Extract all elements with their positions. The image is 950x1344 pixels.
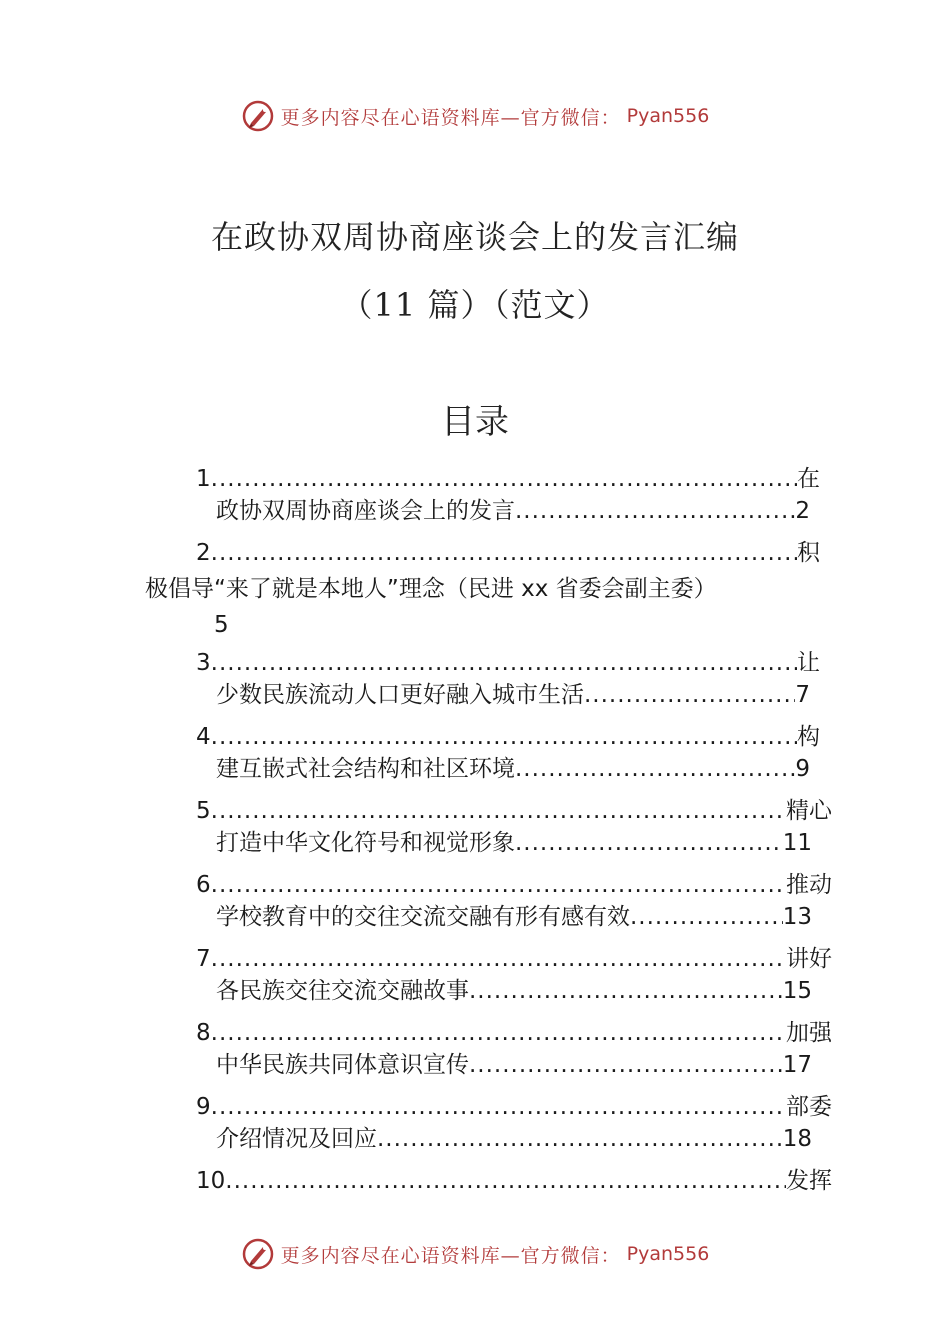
watermark-handle: Pyan556 bbox=[626, 105, 710, 127]
toc-entry-8-line2[interactable] bbox=[216, 1048, 812, 1082]
toc-entry-title: 中华民族共同体意识宣传 bbox=[216, 1052, 469, 1078]
document-title-line1: 在政协双周协商座谈会上的发言汇编 bbox=[210, 218, 739, 256]
toc-heading: 目录 bbox=[441, 402, 509, 442]
toc-leader-dots bbox=[211, 646, 797, 680]
toc-entry-number: 3 bbox=[196, 650, 211, 676]
toc-leader-dots bbox=[469, 974, 783, 1008]
toc-entry-4-line1[interactable] bbox=[196, 720, 820, 754]
toc-entry-number: 10 bbox=[196, 1168, 226, 1194]
toc-entry-head: 推动 bbox=[786, 872, 832, 898]
toc-entry-3-line2[interactable] bbox=[216, 678, 810, 712]
toc-leader-dots bbox=[211, 462, 797, 496]
toc-leader-dots bbox=[211, 536, 797, 570]
toc-entry-head: 部委 bbox=[786, 1094, 832, 1120]
document-title-line2: （11 篇）（范文） bbox=[340, 286, 610, 324]
toc-entry-number: 7 bbox=[196, 946, 211, 972]
toc-entry-9-line1[interactable] bbox=[196, 1090, 832, 1124]
toc-entry-title: 学校教育中的交往交流交融有形有感有效 bbox=[216, 904, 630, 930]
toc-leader-dots bbox=[469, 1048, 783, 1082]
toc-entry-page: 11 bbox=[782, 830, 812, 856]
toc-entry-number: 9 bbox=[196, 1094, 211, 1120]
toc-entry-1-line2[interactable] bbox=[216, 494, 810, 528]
toc-entry-7-line2[interactable] bbox=[216, 974, 812, 1008]
toc-entry-4-line2[interactable] bbox=[216, 752, 810, 786]
toc-entry-9-line2[interactable] bbox=[216, 1122, 812, 1156]
toc-entry-page: 2 bbox=[795, 498, 810, 524]
watermark-text: 更多内容尽在心语资料库—官方微信： bbox=[280, 106, 621, 129]
toc-leader-dots bbox=[211, 942, 786, 976]
toc-leader-dots bbox=[584, 678, 795, 712]
watermark-banner-top bbox=[0, 96, 950, 136]
toc-entry-page: 17 bbox=[782, 1052, 812, 1078]
toc-entry-head: 在 bbox=[797, 466, 820, 492]
toc-entry-2-line3[interactable] bbox=[214, 608, 274, 642]
toc-entry-number: 6 bbox=[196, 872, 211, 898]
toc-entry-number: 8 bbox=[196, 1020, 211, 1046]
toc-entry-head: 构 bbox=[797, 724, 820, 750]
toc-entry-number: 2 bbox=[196, 540, 211, 566]
toc-entry-2-line2[interactable] bbox=[145, 572, 825, 606]
toc-leader-dots bbox=[211, 794, 786, 828]
toc-entry-head: 讲好 bbox=[786, 946, 832, 972]
toc-entry-page: 5 bbox=[214, 612, 229, 638]
toc-entry-page: 7 bbox=[795, 682, 810, 708]
watermark-handle: Pyan556 bbox=[626, 1243, 710, 1265]
toc-entry-page: 18 bbox=[782, 1126, 812, 1152]
pen-logo-icon bbox=[241, 1237, 275, 1271]
toc-entry-2-line1[interactable] bbox=[196, 536, 820, 570]
toc-entry-title: 建互嵌式社会结构和社区环境 bbox=[216, 756, 515, 782]
toc-entry-3-line1[interactable] bbox=[196, 646, 820, 680]
toc-entry-head: 精心 bbox=[786, 798, 832, 824]
toc-entry-title: 各民族交往交流交融故事 bbox=[216, 978, 469, 1004]
toc-leader-dots bbox=[377, 1122, 783, 1156]
toc-entry-page: 13 bbox=[782, 904, 812, 930]
watermark-banner-bottom bbox=[0, 1234, 950, 1274]
toc-entry-10-line1[interactable] bbox=[196, 1164, 832, 1198]
toc-leader-dots bbox=[515, 494, 795, 528]
toc-entry-title: 政协双周协商座谈会上的发言 bbox=[216, 498, 515, 524]
toc-entry-1-line1[interactable] bbox=[196, 462, 820, 496]
toc-entry-title: 极倡导“来了就是本地人”理念（民进 xx 省委会副主委） bbox=[145, 576, 717, 602]
toc-entry-7-line1[interactable] bbox=[196, 942, 832, 976]
toc-entry-head: 积 bbox=[797, 540, 820, 566]
toc-leader-dots bbox=[225, 1164, 786, 1198]
toc-leader-dots bbox=[211, 868, 786, 902]
toc-entry-head: 让 bbox=[797, 650, 820, 676]
toc-entry-page: 15 bbox=[782, 978, 812, 1004]
toc-entry-page: 9 bbox=[795, 756, 810, 782]
toc-leader-dots bbox=[211, 720, 797, 754]
toc-leader-dots bbox=[211, 1090, 786, 1124]
toc-entry-5-line1[interactable] bbox=[196, 794, 832, 828]
toc-entry-8-line1[interactable] bbox=[196, 1016, 832, 1050]
toc-entry-head: 发挥 bbox=[786, 1168, 832, 1194]
toc-entry-6-line1[interactable] bbox=[196, 868, 832, 902]
toc-entry-title: 少数民族流动人口更好融入城市生活 bbox=[216, 682, 584, 708]
pen-logo-icon bbox=[241, 99, 275, 133]
toc-entry-title: 打造中华文化符号和视觉形象 bbox=[216, 830, 515, 856]
toc-leader-dots bbox=[630, 900, 783, 934]
toc-entry-number: 1 bbox=[196, 466, 211, 492]
toc-entry-head: 加强 bbox=[786, 1020, 832, 1046]
toc-entry-5-line2[interactable] bbox=[216, 826, 812, 860]
watermark-text: 更多内容尽在心语资料库—官方微信： bbox=[280, 1244, 621, 1267]
toc-leader-dots bbox=[515, 752, 795, 786]
toc-entry-number: 5 bbox=[196, 798, 211, 824]
toc-leader-dots bbox=[211, 1016, 786, 1050]
toc-entry-title: 介绍情况及回应 bbox=[216, 1126, 377, 1152]
toc-entry-6-line2[interactable] bbox=[216, 900, 812, 934]
toc-leader-dots bbox=[515, 826, 783, 860]
toc-entry-number: 4 bbox=[196, 724, 211, 750]
